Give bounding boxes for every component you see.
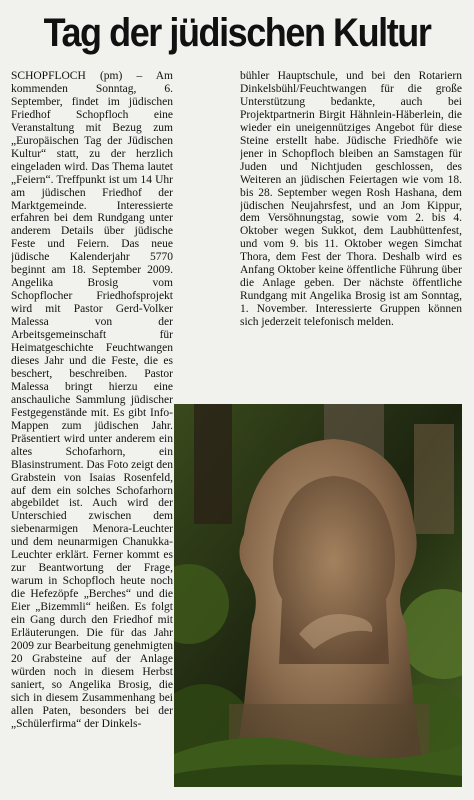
article-text-right: bühler Hauptschule, und bei den Rotariern Dinkelsbühl/Feuchtwangen für die große Unterstützung bedankte, auch bei Projektpartnerin Birgit Hähnlein-Häberlein, die wieder ein uneigennütziges Angebot für diese Steine erstellt habe. Jüdische Friedhöfe wie jener in Schopfloch bleiben an Samstagen für Juden und Nichtjuden geschlossen, des Weiteren an jüdischen Feiertagen wie vom 18. bis 28. September wegen Rosh Hashana, dem jüdischen Neujahrsfest, und an Jom Kippur, dem Versöhnungstag, sowie vom 2. bis 4. Oktober wegen Sukkot, dem Laubhüttenfest, und vom 9. bis 11. Oktober wegen Simchat Thora, dem Fest der Thora. Deshalb wird es Anfang Oktober keine öffentliche Führung über die Anlage geben. Der nächste öffentliche Rundgang mit Angelika Brosig ist am Sonntag, 1. November. Interessierte Gruppen können sich jederzeit telefonisch melden.: [240, 70, 462, 329]
headline: Tag der jüdischen Kultur: [43, 11, 431, 55]
gravestone-image: [174, 404, 462, 787]
gravestone-photo: [174, 404, 462, 787]
article-text-left: SCHOPFLOCH (pm) – Am kommenden Sonntag, 6. September, findet im jüdischen Friedhof Schopfloch eine Veranstaltung mit Bezug zum „Europäischen Tag der Jüdischen Kultur“ statt, zu der herzlich eingeladen wird. Das Thema lautet „Feiern“. Treffpunkt ist um 14 Uhr am jüdischen Friedhof der Marktgemeinde. Interessierte erfahren bei dem Rundgang unter anderem Details über jüdische Feste und Feiern. Das neue jüdische Kalenderjahr 5770 beginnt am 18. September 2009. Angelika Brosig vom Schopflocher Friedhofsprojekt wird mit Pastor Gerd-Volker Malessa von der Arbeitsgemeinschaft für Heimatgeschichte Feuchtwangen dieses Jahr und die Feste, die es beschert, beschreiben. Pastor Malessa bringt hierzu eine anschauliche Sammlung jüdischer Festgegenstände mit. Es gibt Info-Mappen zum jüdischen Jahr. Präsentiert wird unter anderem ein altes Schofarhorn, ein Blasinstrument. Das Foto zeigt den Grabstein von Isaias Rosenfeld, auf dem ein solches Schofarhorn abgebildet ist. Auch wird der Unterschied zwischen dem siebenarmigen Menora-Leuchter und dem neunarmigen Chanukka-Leuchter erklärt. Ferner kommt es zur Beantwortung der Frage, warum in Schopfloch heute noch die Hefezöpfe „Berches“ und die Eier „Bizemmli“ heißen. Es folgt ein Gang durch den Friedhof mit Erläuterungen. Die für das Jahr 2009 zur Bearbeitung genehmigten 20 Grabsteine auf der Anlage würden noch in diesem Herbst saniert, so Angelika Brosig, die sich in diesem Zusammenhang bei allen Paten, besonders bei der „Schülerfirma“ der Dinkels-: [11, 70, 173, 730]
article-column-right: [240, 70, 462, 400]
